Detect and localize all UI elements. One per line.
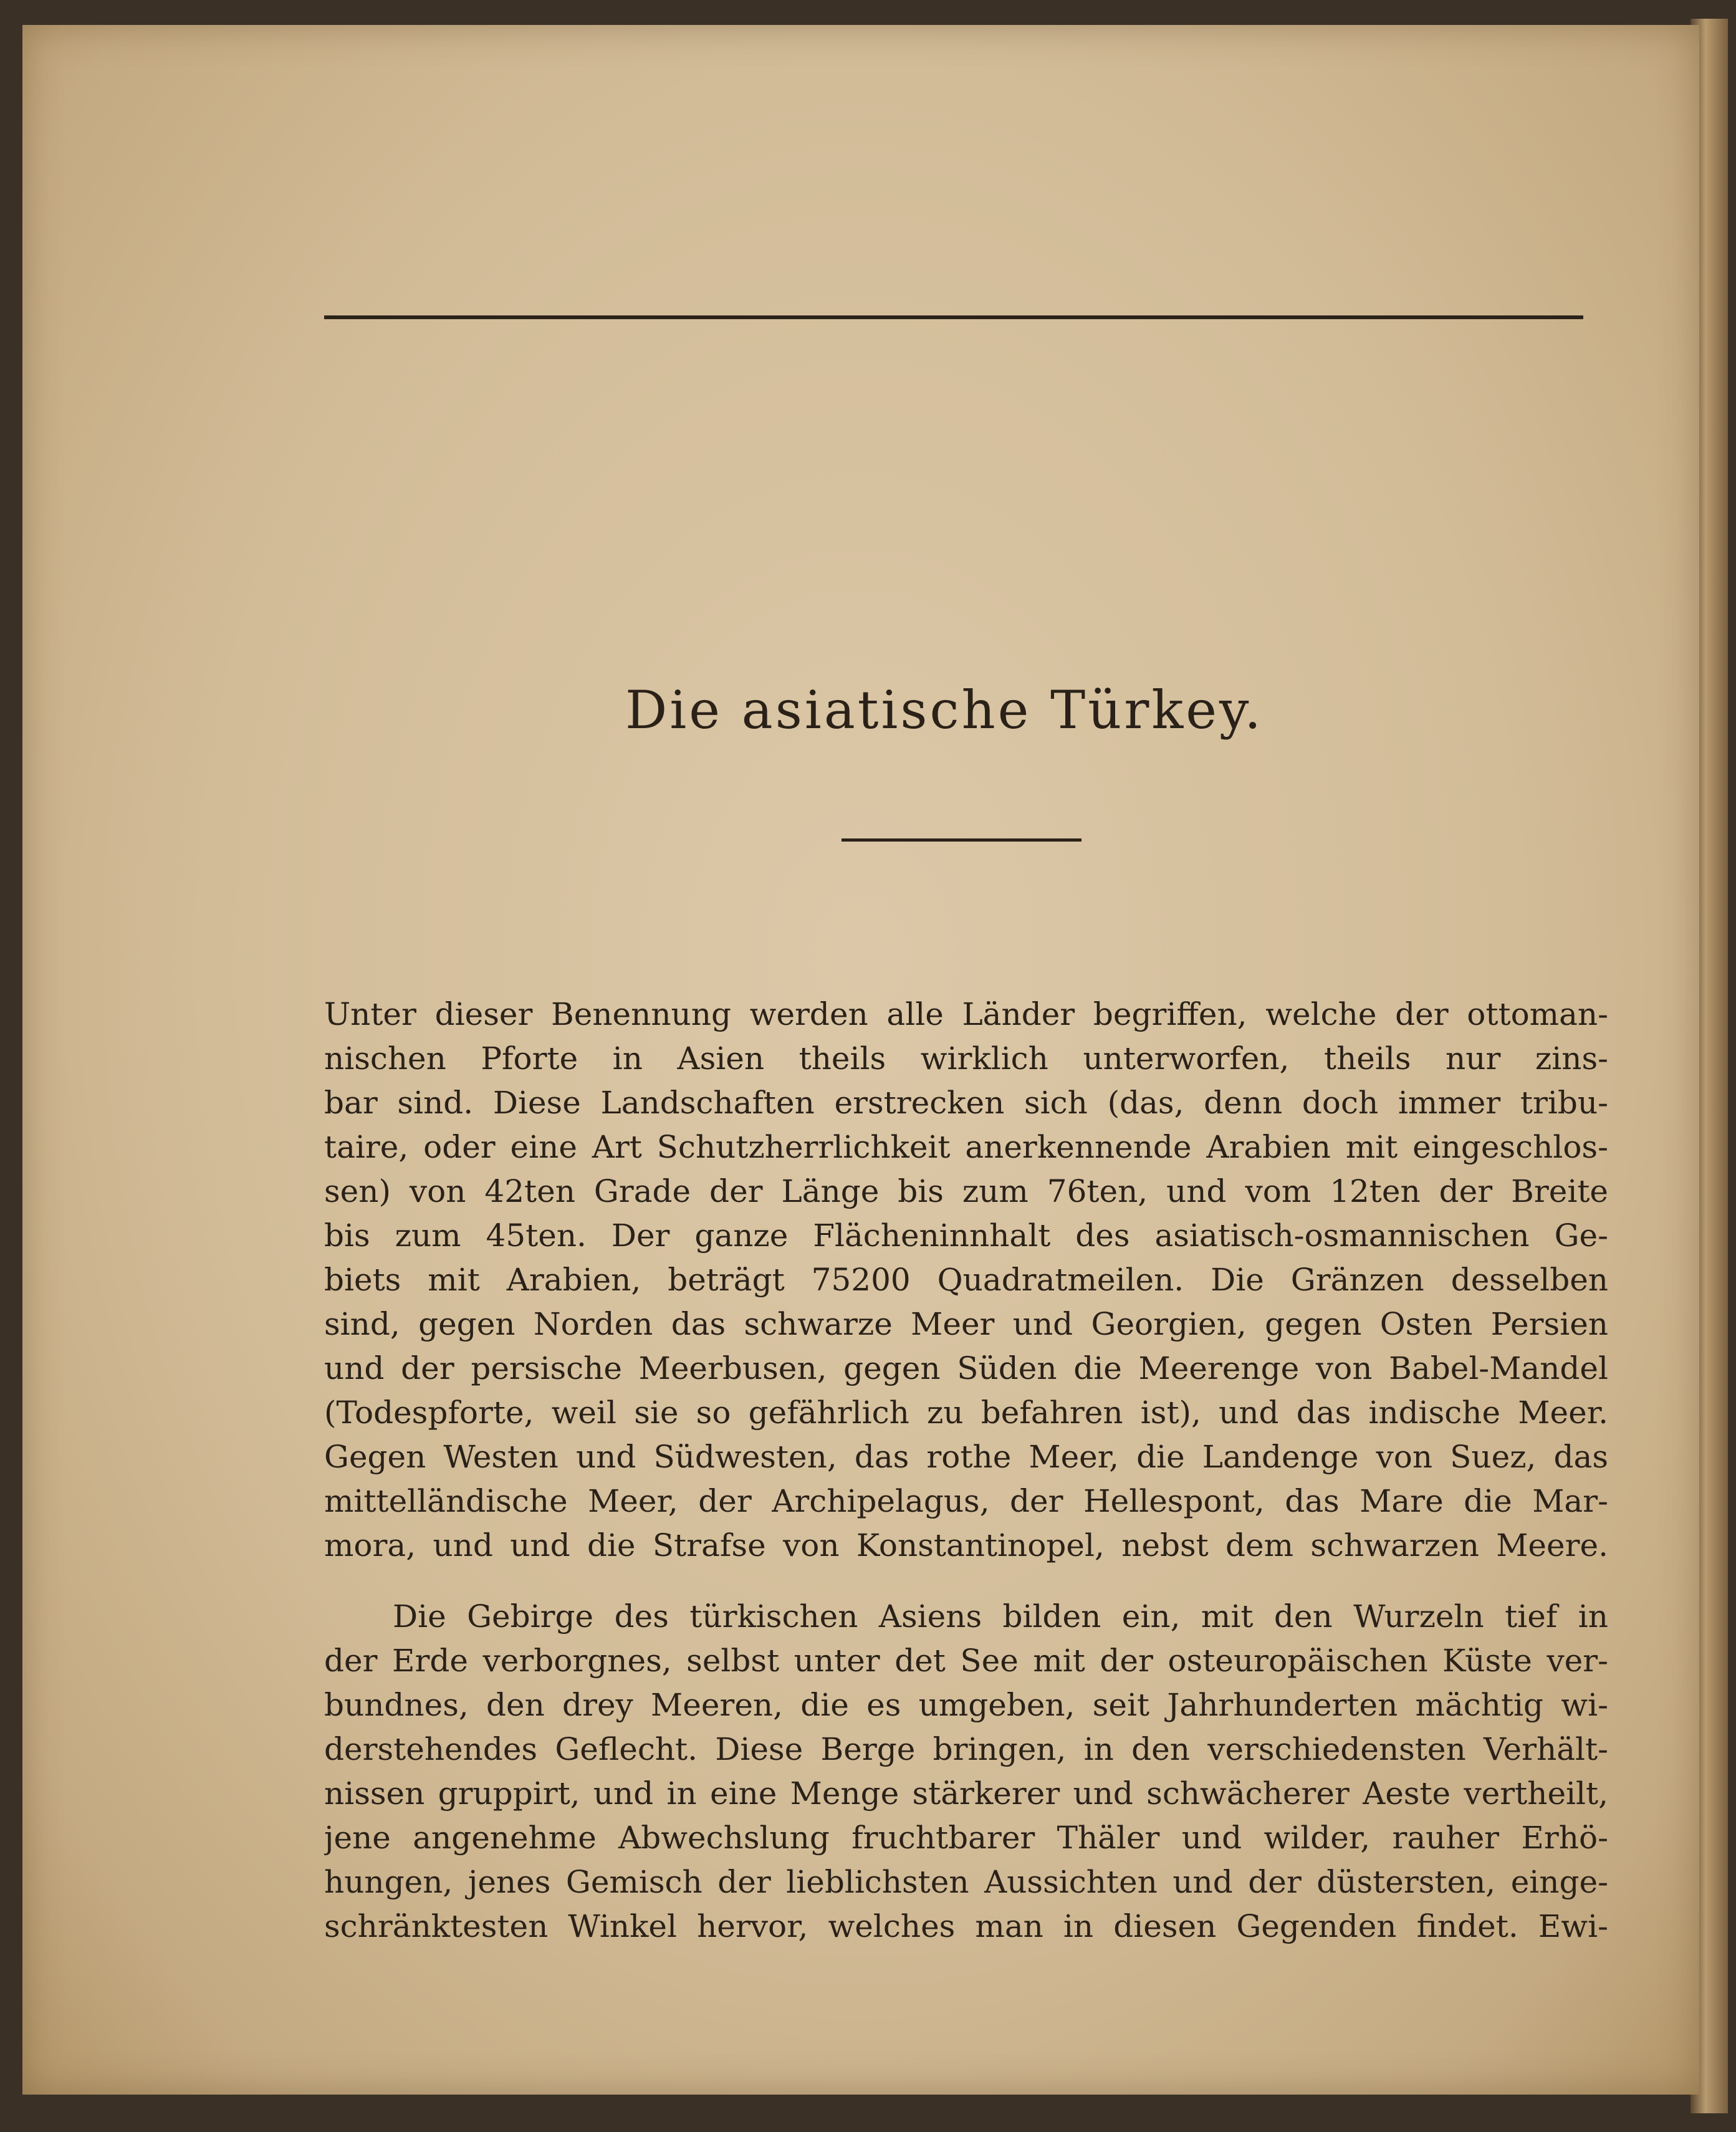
paragraph-line: mittelländische Meer, der Archipelagus, der Hellespont, das Mare die Mar- [324, 1483, 1608, 1519]
paragraph-line: mora, und und die Strafse von Konstantinopel, nebst dem schwarzen Meere. [324, 1527, 1608, 1563]
page-title: Die asiatische Türkey. [625, 679, 1264, 741]
paragraph-line: nissen gruppirt, und in eine Menge stärkerer und schwächerer Aeste vertheilt, [324, 1775, 1608, 1812]
paragraph-1 [324, 992, 1608, 1568]
paragraph-line: Gegen Westen und Südwesten, das rothe Meer, die Landenge von Suez, das [324, 1439, 1608, 1475]
paragraph-line: (Todespforte, weil sie so gefährlich zu befahren ist), und das indische Meer. [324, 1395, 1608, 1431]
paragraph-line: hungen, jenes Gemisch der lieblichsten Aussichten und der düstersten, einge- [324, 1864, 1608, 1900]
paragraph-line: derstehendes Geflecht. Diese Berge bringen, in den verschiedensten Verhält- [324, 1731, 1608, 1767]
paragraph-line: Die Gebirge des türkischen Asiens bilden ein, mit den Wurzeln tief in [393, 1598, 1608, 1635]
paragraph-line: taire, oder eine Art Schutzherrlichkeit anerkennende Arabien mit eingeschlos- [324, 1129, 1608, 1165]
paragraph-line: schränktesten Winkel hervor, welches man in diesen Gegenden findet. Ewi- [324, 1908, 1608, 1944]
paragraph-line: Unter dieser Benennung werden alle Länder begriffen, welche der ottoman- [324, 996, 1608, 1032]
paragraph-line: der Erde verborgnes, selbst unter det See mit der osteuropäischen Küste ver- [324, 1643, 1608, 1679]
paragraph-line: bis zum 45ten. Der ganze Flächeninnhalt des asiatisch-osmannischen Ge- [324, 1217, 1608, 1254]
paragraph-line: sen) von 42ten Grade der Länge bis zum 76ten, und vom 12ten der Breite [324, 1173, 1608, 1209]
paragraph-line: biets mit Arabien, beträgt 75200 Quadratmeilen. Die Gränzen desselben [324, 1262, 1608, 1298]
header-rule [324, 315, 1583, 319]
paragraph-line: bundnes, den drey Meeren, die es umgeben, seit Jahrhunderten mächtig wi- [324, 1687, 1608, 1723]
paragraph-line: jene angenehme Abwechslung fruchtbarer Thäler und wilder, rauher Erhö- [324, 1820, 1608, 1856]
title-rule [842, 838, 1081, 842]
paragraph-line: und der persische Meerbusen, gegen Süden die Meerenge von Babel-Mandel [324, 1350, 1608, 1386]
paragraph-line: nischen Pforte in Asien theils wirklich unterworfen, theils nur zins- [324, 1040, 1608, 1077]
paragraph-2 [324, 1595, 1608, 1949]
paragraph-line: bar sind. Diese Landschaften erstrecken sich (das, denn doch immer tribu- [324, 1085, 1608, 1121]
paragraph-line: sind, gegen Norden das schwarze Meer und Georgien, gegen Osten Persien [324, 1306, 1608, 1342]
